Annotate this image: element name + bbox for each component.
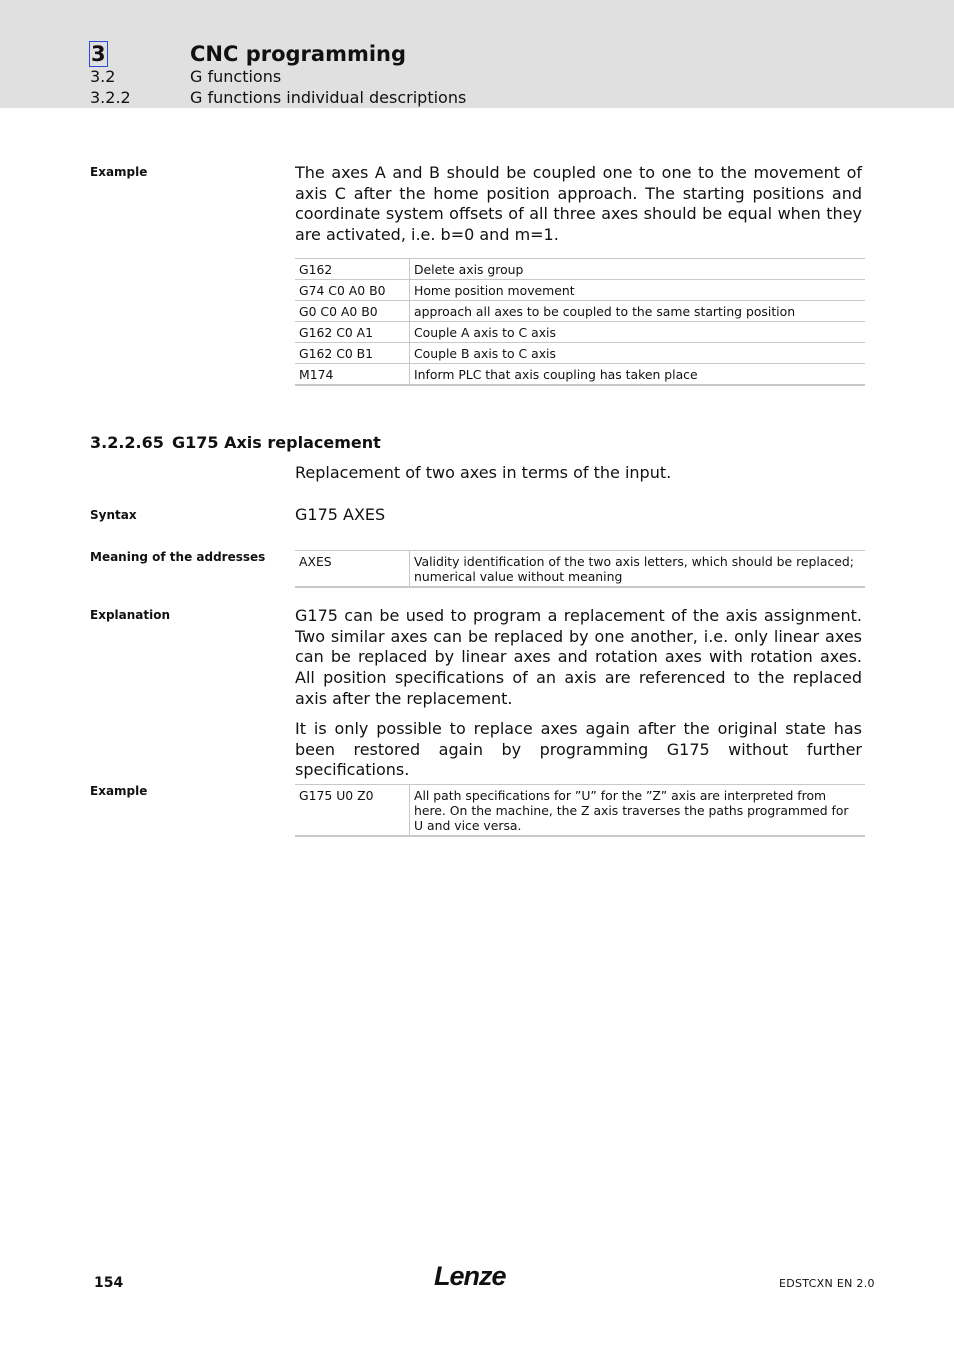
- subsection-number: 3.2.2: [90, 88, 131, 107]
- description-cell: Inform PLC that axis coupling has taken place: [410, 364, 866, 386]
- table-row: [295, 785, 865, 837]
- document-id: EDSTCXN EN 2.0: [779, 1277, 875, 1290]
- command-cell: M174: [295, 364, 410, 386]
- table-row: [295, 343, 865, 364]
- command-cell: G0 C0 A0 B0: [295, 301, 410, 322]
- command-cell: G175 U0 Z0: [295, 785, 410, 837]
- section-intro: Replacement of two axes in terms of the input.: [295, 463, 672, 482]
- table-row: [295, 322, 865, 343]
- lenze-logo-text: Lenze: [434, 1262, 506, 1290]
- syntax-text: G175 AXES: [295, 505, 386, 524]
- meaning-label: Meaning of the addresses: [90, 550, 266, 564]
- explanation-paragraph-2: It is only possible to replace axes again after the original state has been restored again by programming G175 without further specifications.: [295, 719, 862, 780]
- description-cell: approach all axes to be coupled to the same starting position: [410, 301, 866, 322]
- section-heading-title: G175 Axis replacement: [172, 433, 381, 452]
- chapter-number-link[interactable]: 3: [91, 42, 106, 66]
- meaning-table: [295, 550, 865, 588]
- table-row: [295, 259, 865, 280]
- lenze-logo-icon: [434, 1262, 514, 1290]
- command-cell: G74 C0 A0 B0: [295, 280, 410, 301]
- command-cell: AXES: [295, 551, 410, 588]
- description-cell: Validity identification of the two axis letters, which should be replaced; numerical value without meaning: [410, 551, 866, 588]
- table-row: [295, 280, 865, 301]
- table-row: [295, 551, 865, 588]
- section-title: G functions: [190, 67, 282, 86]
- description-cell: Couple B axis to C axis: [410, 343, 866, 364]
- explanation-label: Explanation: [90, 608, 171, 622]
- section-heading-number: 3.2.2.65: [90, 433, 164, 452]
- description-cell: Home position movement: [410, 280, 866, 301]
- explanation-paragraph-1: G175 can be used to program a replacement of the axis assignment. Two similar axes can be replaced by one another, i.e. only linear axes can be replaced by linear axes and rotation axes with rotation axes. All position specifications of an axis are referenced to the replaced axis after the replacement.: [295, 606, 862, 708]
- example-command-table: [295, 258, 865, 386]
- page-header: [0, 0, 954, 108]
- page-number: 154: [94, 1275, 124, 1291]
- example2-table: [295, 784, 865, 837]
- description-cell: Couple A axis to C axis: [410, 322, 866, 343]
- section-number: 3.2: [90, 67, 116, 86]
- lenze-logo: [434, 1262, 514, 1294]
- description-cell: All path specifications for ”U” for the ”Z” axis are interpreted from here. On the machine, the Z axis traverses the paths programmed for U and vice versa.: [410, 785, 866, 837]
- example2-label: Example: [90, 784, 148, 798]
- chapter-title: CNC programming: [190, 42, 407, 66]
- syntax-label: Syntax: [90, 508, 137, 522]
- subsection-title: G functions individual descriptions: [190, 88, 467, 107]
- description-cell: Delete axis group: [410, 259, 866, 280]
- command-cell: G162 C0 B1: [295, 343, 410, 364]
- example-text: The axes A and B should be coupled one to one to the movement of axis C after the home position approach. The starting positions and coordinate system offsets of all three axes should be equal when they are activated, i.e. b=0 and m=1.: [295, 163, 862, 245]
- command-cell: G162: [295, 259, 410, 280]
- table-row: [295, 301, 865, 322]
- example-label: Example: [90, 165, 148, 179]
- table-row: [295, 364, 865, 386]
- command-cell: G162 C0 A1: [295, 322, 410, 343]
